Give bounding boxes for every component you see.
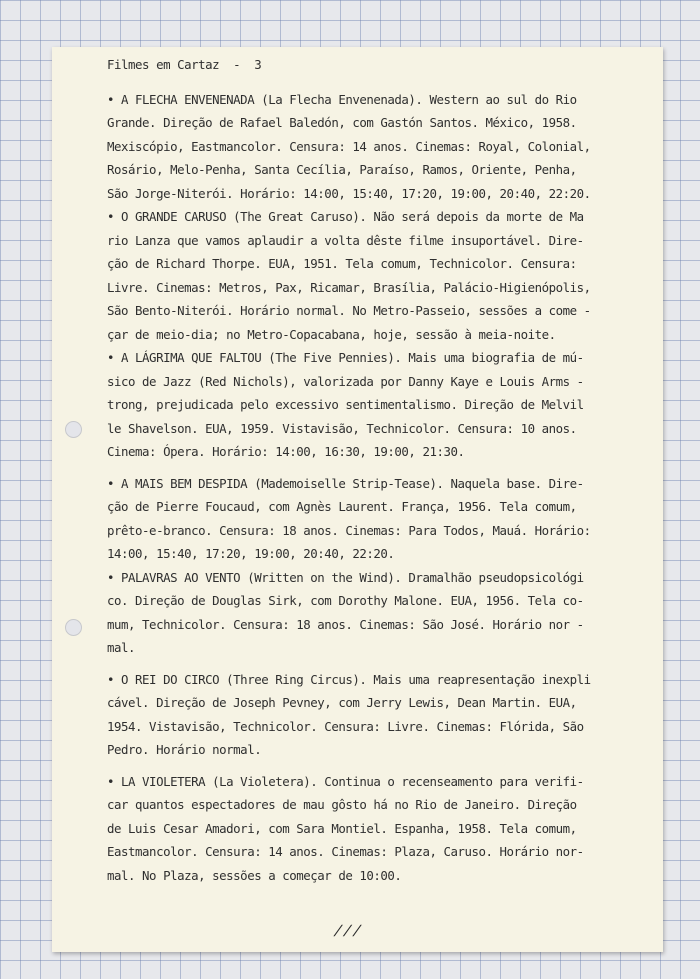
text-line: • O REI DO CIRCO (Three Ring Circus). Mais uma reapresentação inexpli (107, 671, 591, 687)
typed-text-block (107, 53, 637, 887)
film-entry-a-mais-bem-despida (107, 472, 637, 566)
film-entry-la-violetera (107, 770, 637, 888)
text-line: Mexiscópio, Eastmancolor. Censura: 14 anos. Cinemas: Royal, Colonial, (107, 138, 591, 154)
film-entry-a-lagrima-que-faltou (107, 346, 637, 464)
text-line: Cinema: Ópera. Horário: 14:00, 16:30, 19:00, 21:30. (107, 444, 465, 459)
text-line: mal. No Plaza, sessões a começar de 10:00. (107, 867, 402, 883)
text-line: • PALAVRAS AO VENTO (Written on the Wind). Dramalhão pseudopsicológi (107, 569, 584, 585)
punch-hole-lower (65, 619, 82, 636)
text-line: co. Direção de Douglas Sirk, com Dorothy Malone. EUA, 1956. Tela co- (107, 593, 584, 608)
text-line: ção de Richard Thorpe. EUA, 1951. Tela comum, Technicolor. Censura: (107, 256, 577, 271)
text-line: 1954. Vistavisão, Technicolor. Censura: Livre. Cinemas: Flórida, São (107, 718, 584, 734)
text-line: trong, prejudicada pelo excessivo sentimentalismo. Direção de Melvil (107, 397, 584, 412)
film-entry-o-grande-caruso (107, 205, 637, 346)
text-line: le Shavelson. EUA, 1959. Vistavisão, Technicolor. Censura: 10 anos. (107, 420, 577, 436)
text-line: Eastmancolor. Censura: 14 anos. Cinemas: Plaza, Caruso. Horário nor- (107, 844, 584, 859)
text-line: São Bento-Niterói. Horário normal. No Metro-Passeio, sessões a come - (107, 303, 591, 318)
text-line: Rosário, Melo-Penha, Santa Cecília, Paraíso, Ramos, Oriente, Penha, (107, 162, 577, 177)
text-line: cável. Direção de Joseph Pevney, com Jerry Lewis, Dean Martin. EUA, (107, 695, 577, 710)
film-entry-palavras-ao-vento (107, 566, 637, 660)
text-line: çar de meio-dia; no Metro-Copacabana, hoje, sessão à meia-noite. (107, 326, 556, 342)
page-header: Filmes em Cartaz - 3 (107, 57, 262, 72)
end-mark: /// (332, 923, 365, 939)
text-line: • A FLECHA ENVENENADA (La Flecha Envenenada). Western ao sul do Rio (107, 91, 577, 107)
entry-spacer (107, 762, 637, 770)
text-line: prêto-e-branco. Censura: 18 anos. Cinemas: Para Todos, Mauá. Horário: (107, 522, 591, 538)
text-line: car quantos espectadores de mau gôsto há no Rio de Janeiro. Direção (107, 797, 577, 812)
typewritten-page (52, 47, 663, 952)
text-line: • LA VIOLETERA (La Violetera). Continua o recenseamento para verifi- (107, 773, 584, 789)
text-line: • A MAIS BEM DESPIDA (Mademoiselle Strip-Tease). Naquela base. Dire- (107, 475, 584, 491)
text-line: Livre. Cinemas: Metros, Pax, Ricamar, Brasília, Palácio-Higienópolis, (107, 279, 591, 295)
text-line: • A LÁGRIMA QUE FALTOU (The Five Pennies). Mais uma biografia de mú- (107, 350, 584, 365)
text-line: mal. (107, 640, 136, 655)
text-line: 14:00, 15:40, 17:20, 19:00, 20:40, 22:20. (107, 546, 395, 561)
text-line: mum, Technicolor. Censura: 18 anos. Cinemas: São José. Horário nor - (107, 616, 584, 632)
entry-spacer (107, 464, 637, 472)
text-line: rio Lanza que vamos aplaudir a volta dêste filme insuportável. Dire- (107, 232, 584, 248)
text-line: • O GRANDE CARUSO (The Great Caruso). Não será depois da morte de Ma (107, 209, 584, 224)
text-line: de Luis Cesar Amadori, com Sara Montiel. Espanha, 1958. Tela comum, (107, 820, 577, 836)
text-line: ção de Pierre Foucaud, com Agnès Laurent. França, 1956. Tela comum, (107, 499, 577, 514)
text-line: São Jorge-Niterói. Horário: 14:00, 15:40, 17:20, 19:00, 20:40, 22:20. (107, 185, 591, 201)
film-entry-a-flecha-envenenada (107, 88, 637, 206)
text-line: Pedro. Horário normal. (107, 742, 262, 757)
text-line: sico de Jazz (Red Nichols), valorizada por Danny Kaye e Louis Arms - (107, 373, 584, 389)
text-line: Grande. Direção de Rafael Baledón, com Gastón Santos. México, 1958. (107, 115, 577, 130)
film-entry-o-rei-do-circo (107, 668, 637, 762)
entry-spacer (107, 660, 637, 668)
punch-hole-upper (65, 421, 82, 438)
